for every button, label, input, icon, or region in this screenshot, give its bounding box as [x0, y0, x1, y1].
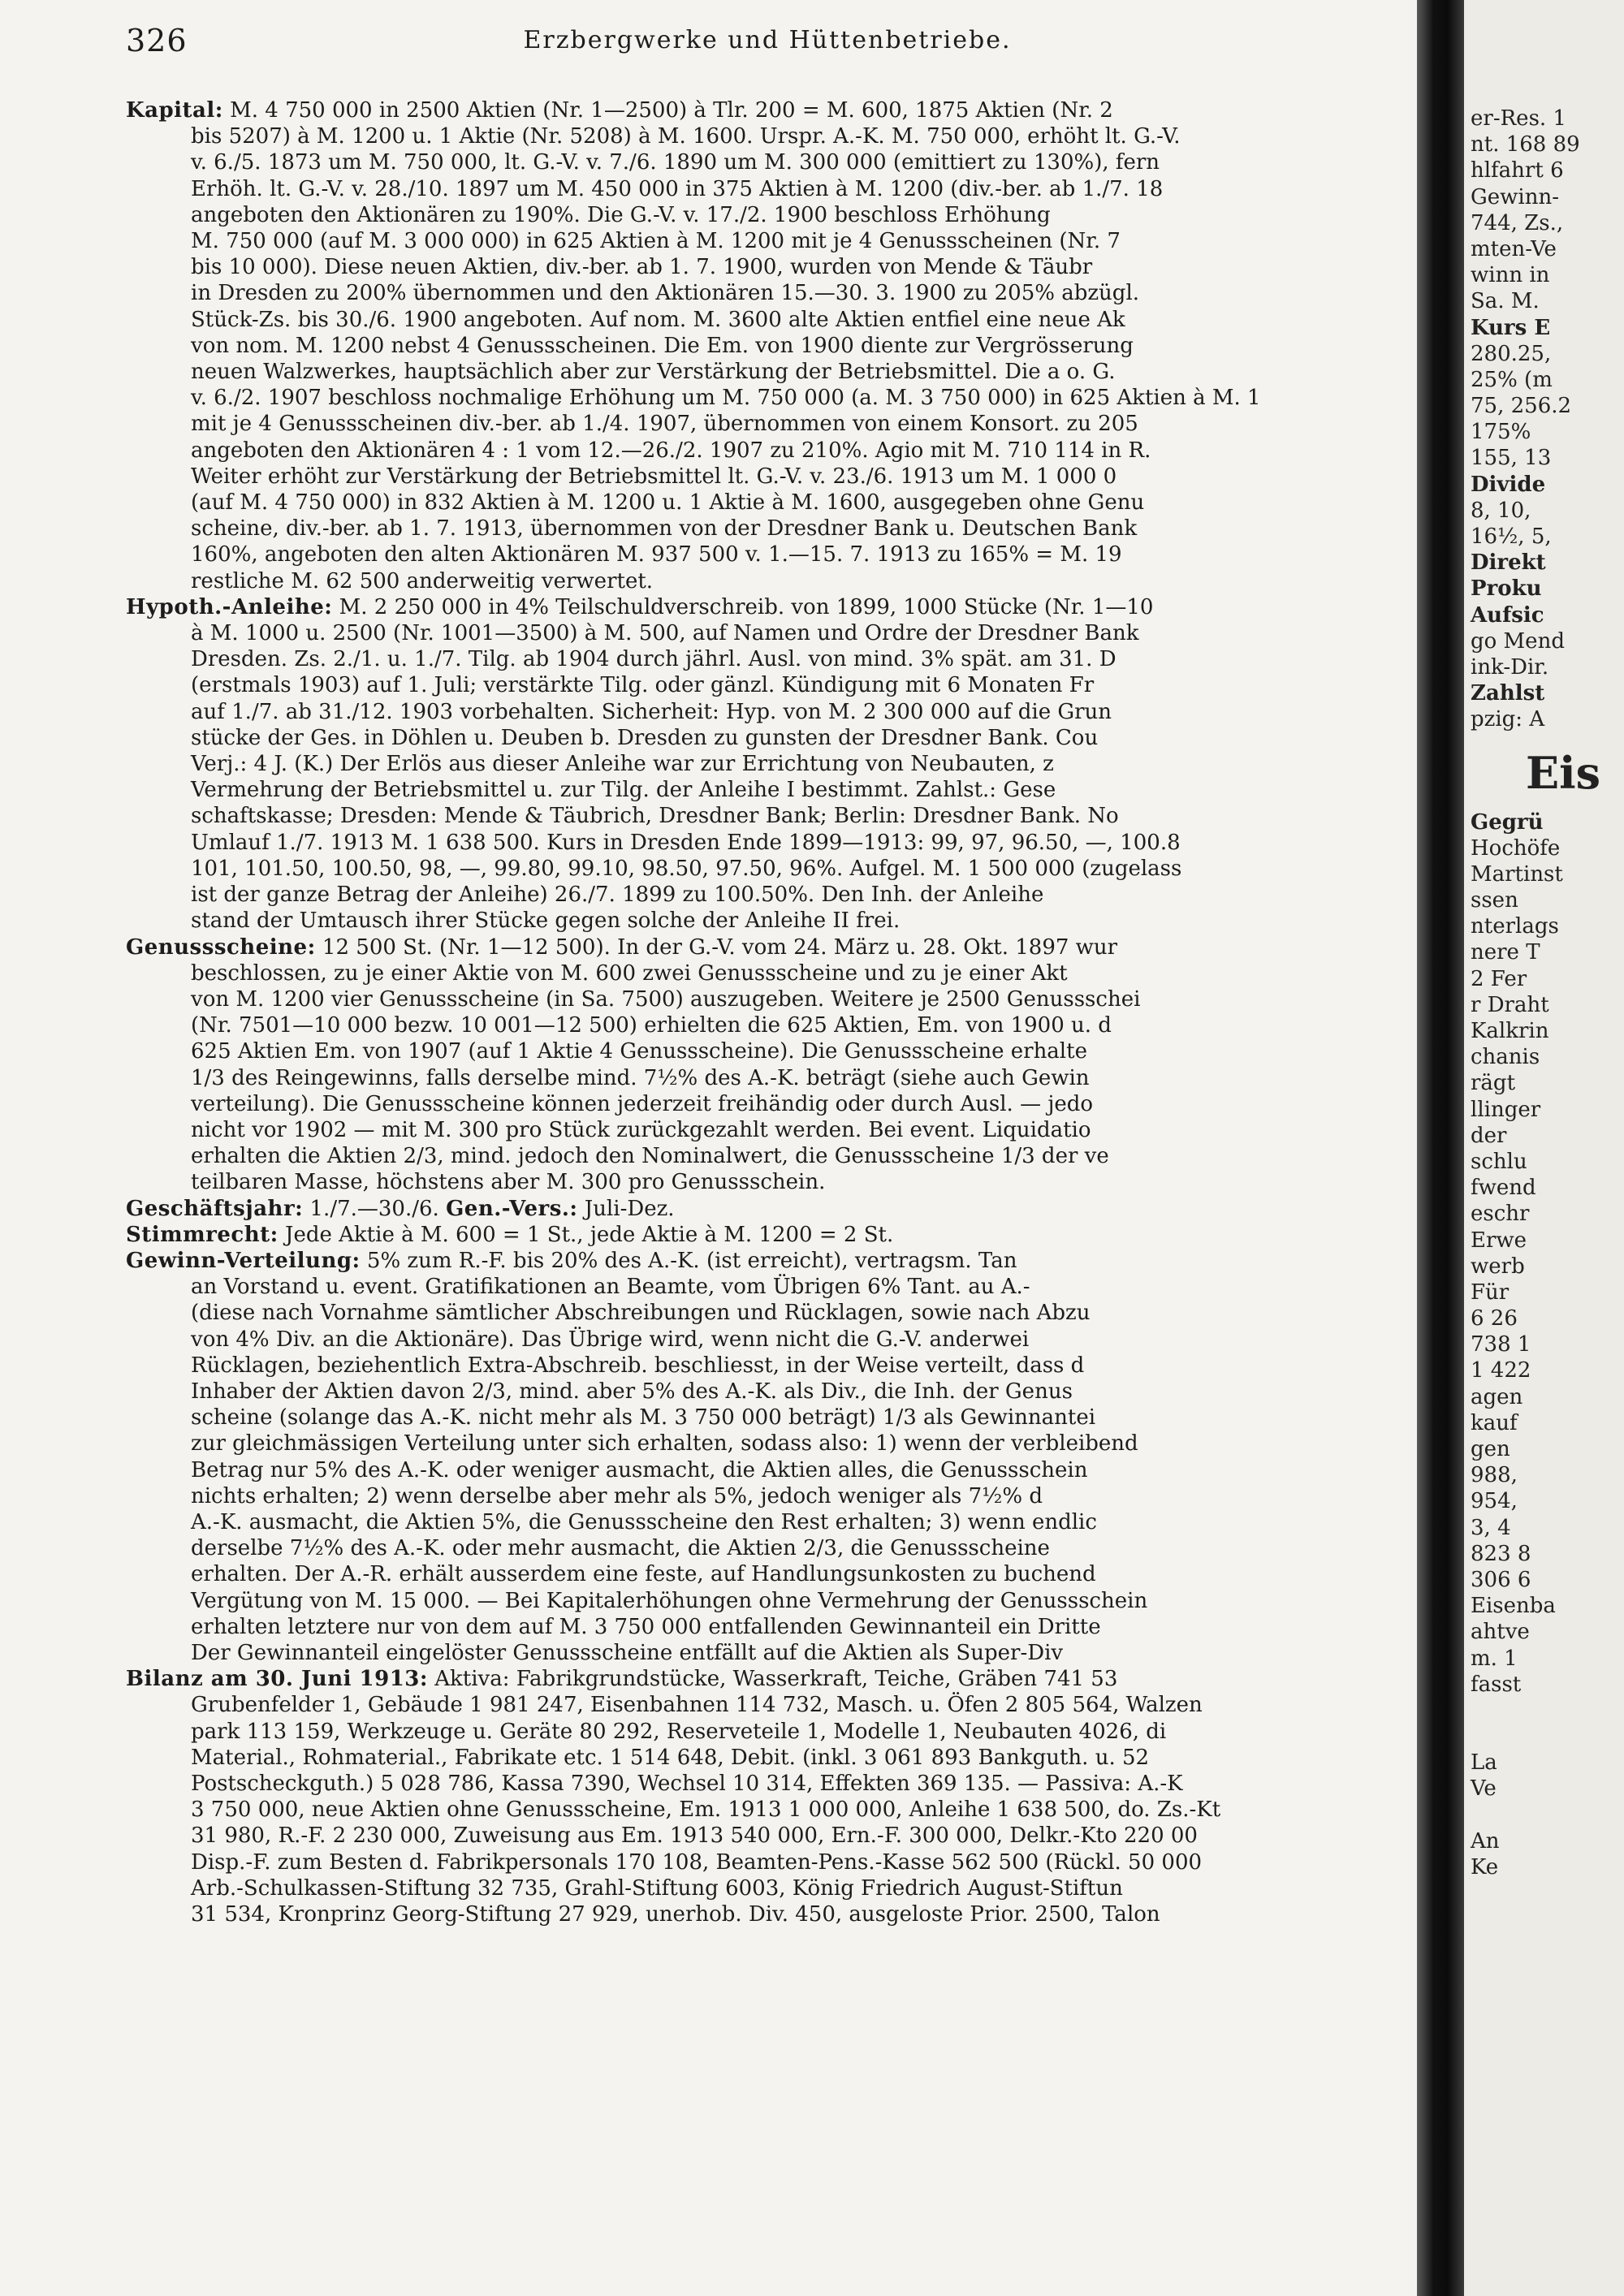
line-text: angeboten den Aktionären 4 : 1 vom 12.—26./2. 1907 zu 210%. Agio mit M. 710 114 in R. [191, 438, 1151, 463]
right-page-line: 280.25, [1471, 341, 1552, 366]
line-text: Rücklagen, beziehentlich Extra-Abschreib. beschliesst, in der Weise verteilt, dass d [191, 1353, 1085, 1378]
line-text: Weiter erhöht zur Verstärkung der Betriebsmittel lt. G.-V. v. 23./6. 1913 um M. 1 000 0 [191, 464, 1117, 489]
line-text: stücke der Ges. in Döhlen u. Deuben b. Dresden zu gunsten der Dresdner Bank. Cou [191, 725, 1099, 750]
paragraph [126, 1248, 1409, 1666]
right-page-line: Direkt [1471, 550, 1546, 576]
text-line [126, 1431, 1409, 1457]
line-text: restliche M. 62 500 anderweitig verwertet. [191, 568, 654, 593]
right-page-line: Eisenba [1471, 1594, 1556, 1619]
right-page-line: schlu [1471, 1149, 1527, 1174]
right-page-line [1471, 1802, 1624, 1828]
text-line [126, 1274, 1409, 1300]
line-text: Disp.-F. zum Besten d. Fabrikpersonals 170 108, Beamten-Pens.-Kasse 562 500 (Rückl. 50 000 [191, 1849, 1203, 1875]
right-page-line: llinger [1471, 1097, 1541, 1122]
right-page [1464, 0, 1624, 2296]
right-page-line: fwend [1471, 1176, 1536, 1201]
line-text: an Vorstand u. event. Gratifikationen an Beamte, vom Übrigen 6% Tant. au A.- [191, 1275, 1030, 1300]
line-text: Vergütung von M. 15 000. — Bei Kapitalerhöhungen ohne Vermehrung der Genussschein [191, 1588, 1148, 1613]
right-page-line: 155, 13 [1471, 446, 1552, 471]
text-line [126, 97, 1409, 123]
section-heading: Bilanz am 30. Juni 1913: [126, 1667, 428, 1692]
text-line [126, 1353, 1409, 1379]
line-text: (erstmals 1903) auf 1. Juli; verstärkte Tilg. oder gänzl. Kündigung mit 6 Monaten Fr [191, 673, 1095, 698]
right-page-line: rägt [1471, 1071, 1516, 1096]
line-text: teilbaren Masse, höchstens aber M. 300 pro Genussschein. [191, 1170, 826, 1195]
text-line [126, 568, 1409, 594]
right-page-line: 738 1 [1471, 1332, 1531, 1357]
text-line [126, 986, 1409, 1012]
right-page-line: Kalkrin [1471, 1019, 1549, 1043]
right-page-line: ssen [1471, 888, 1518, 913]
line-text: 1/3 des Reingewinns, falls derselbe mind. 7½% des A.-K. beträgt (siehe auch Gewin [191, 1065, 1090, 1090]
text-line [126, 1875, 1409, 1901]
text-line [126, 1901, 1409, 1927]
page-title: Erzbergwerke und Hüttenbetriebe. [523, 26, 1012, 54]
text-line [126, 307, 1409, 333]
text-line [126, 594, 1409, 620]
line-text: nicht vor 1902 — mit M. 300 pro Stück zurückgezahlt werden. Bei event. Liquidatio [191, 1117, 1091, 1142]
line-text: (diese nach Vornahme sämtlicher Abschreibungen und Rücklagen, sowie nach Abzu [191, 1301, 1091, 1326]
line-text: park 113 159, Werkzeuge u. Geräte 80 292, Reserveteile 1, Modelle 1, Neubauten 4026, di [191, 1719, 1167, 1744]
text-line [126, 149, 1409, 175]
line-text: derselbe 7½% des A.-K. oder mehr ausmacht, die Aktien 2/3, die Genussscheine [191, 1536, 1050, 1561]
right-page-line [1471, 1698, 1624, 1724]
text-line [126, 1248, 1409, 1274]
text-line [126, 882, 1409, 908]
text-line [126, 1588, 1409, 1614]
right-page-line: go Mend [1471, 628, 1565, 654]
line-text: 160%, angeboten den alten Aktionären M. 937 500 v. 1.—15. 7. 1913 zu 165% = M. 19 [191, 542, 1122, 568]
right-page-line: mten-Ve [1471, 236, 1557, 261]
text-line [126, 1169, 1409, 1195]
text-line [126, 856, 1409, 882]
right-page-line: nere T [1471, 940, 1540, 965]
line-text: (Nr. 7501—10 000 bezw. 10 001—12 500) erhielten die 625 Aktien, Em. von 1900 u. d [191, 1013, 1112, 1038]
line-text: Der Gewinnanteil eingelöster Genussscheine entfällt auf die Aktien als Super-Div [191, 1640, 1064, 1665]
line-text: stand der Umtausch ihrer Stücke gegen solche der Anleihe II frei. [191, 908, 901, 934]
right-page-line: eschr [1471, 1202, 1530, 1227]
right-page-line: 306 6 [1471, 1567, 1531, 1592]
text-line [126, 1483, 1409, 1509]
right-page-line [1471, 1724, 1624, 1750]
right-page-line: Gewinn- [1471, 184, 1560, 209]
text-line [126, 1797, 1409, 1823]
right-page-line: pzig: A [1471, 707, 1545, 732]
section-heading: Gewinn-Verteilung: [126, 1248, 361, 1273]
right-page-line: Martinst [1471, 861, 1563, 887]
line-text: Aktiva: Fabrikgrundstücke, Wasserkraft, Teiche, Gräben 741 53 [428, 1667, 1118, 1692]
line-text: v. 6./2. 1907 beschloss nochmalige Erhöhung um M. 750 000 (a. M. 3 750 000) in 625 Aktien à M. 1 [191, 386, 1261, 411]
right-page-line: 75, 256.2 [1471, 394, 1572, 419]
line-text: zur gleichmässigen Verteilung unter sich erhalten, sodass also: 1) wenn der verbleibend [191, 1431, 1138, 1457]
line-text: verteilung). Die Genussscheine können jederzeit freihändig oder durch Ausl. — jedo [191, 1091, 1094, 1116]
section-heading: Stimmrecht: [126, 1222, 279, 1247]
text-line [126, 542, 1409, 568]
right-page-line: nterlags [1471, 914, 1559, 939]
line-text: erhalten die Aktien 2/3, mind. jedoch den Nominalwert, die Genussscheine 1/3 der ve [191, 1144, 1109, 1169]
line-text: erhalten. Der A.-R. erhält ausserdem eine feste, auf Handlungsunkosten zu buchend [191, 1562, 1096, 1587]
right-page-line: Gegrü [1471, 809, 1544, 835]
text-line [126, 1222, 1409, 1248]
text-line [126, 1091, 1409, 1117]
text-line [126, 1849, 1409, 1875]
right-page-line: m. 1 [1471, 1646, 1518, 1671]
section-heading: Genussscheine: [126, 934, 316, 960]
text-line [126, 254, 1409, 280]
text-line [126, 1666, 1409, 1692]
text-line [126, 1327, 1409, 1353]
line-text: Grubenfelder 1, Gebäude 1 981 247, Eisenbahnen 114 732, Masch. u. Öfen 2 805 564, Walzen [191, 1693, 1203, 1718]
right-page-line: fasst [1471, 1672, 1522, 1697]
text-line [126, 751, 1409, 777]
line-text: in Dresden zu 200% übernommen und den Aktionären 15.—30. 3. 1900 zu 205% abzügl. [191, 281, 1140, 306]
text-line [126, 202, 1409, 228]
right-page-line: winn in [1471, 263, 1550, 288]
right-page-line: Kurs E [1471, 315, 1551, 340]
right-page-line: Proku [1471, 576, 1542, 602]
right-page-line: Sa. M. [1471, 289, 1540, 314]
section-heading: Geschäftsjahr: [126, 1196, 304, 1221]
text-line [126, 1692, 1409, 1718]
text-line [126, 830, 1409, 856]
right-page-line: 954, [1471, 1489, 1518, 1514]
line-text: Betrag nur 5% des A.-K. oder weniger ausmacht, die Aktien alles, die Genussschein [191, 1457, 1088, 1482]
line-text: bis 10 000). Diese neuen Aktien, div.-ber. ab 1. 7. 1900, wurden von Mende & Täubr [191, 255, 1093, 280]
right-page-line: Ke [1471, 1855, 1499, 1880]
line-text: Jede Aktie à M. 600 = 1 St., jede Aktie à M. 1200 = 2 St. [278, 1222, 894, 1247]
line-text: Dresden. Zs. 2./1. u. 1./7. Tilg. ab 1904 durch jährl. Ausl. von mind. 3% spät. am 31. D [191, 647, 1116, 672]
text-line [126, 803, 1409, 829]
line-text: von M. 1200 vier Genussscheine (in Sa. 7500) auszugeben. Weitere je 2500 Genussschei [191, 986, 1141, 1012]
line-text: à M. 1000 u. 2500 (Nr. 1001—3500) à M. 500, auf Namen und Ordre der Dresdner Bank [191, 621, 1139, 646]
line-text: Material., Rohmaterial., Fabrikate etc. 1 514 648, Debit. (inkl. 3 061 893 Bankguth. u. 52 [191, 1745, 1150, 1770]
text-line [126, 1065, 1409, 1091]
paragraph [126, 594, 1409, 934]
line-text: 3 750 000, neue Aktien ohne Genussscheine, Em. 1913 1 000 000, Anleihe 1 638 500, do. Zs.-Kt [191, 1798, 1221, 1823]
text-line [126, 620, 1409, 646]
paragraph [126, 934, 1409, 1196]
text-line [126, 1509, 1409, 1535]
line-text: nichts erhalten; 2) wenn derselbe aber mehr als 5%, jedoch weniger als 7½% d [191, 1483, 1043, 1508]
line-text: auf 1./7. ab 31./12. 1903 vorbehalten. Sicherheit: Hyp. von M. 2 300 000 auf die Grun [191, 699, 1112, 724]
text-line [126, 672, 1409, 698]
text-line [126, 228, 1409, 254]
line-text: von 4% Div. an die Aktionäre). Das Übrige wird, wenn nicht die G.-V. anderwei [191, 1327, 1030, 1352]
right-page-line: Hochöfe [1471, 835, 1561, 861]
paragraph [126, 1666, 1409, 1927]
text-line [126, 490, 1409, 516]
right-page-line: 823 8 [1471, 1541, 1531, 1566]
right-page-line: 1 422 [1471, 1358, 1531, 1383]
right-page-line: werb [1471, 1254, 1525, 1279]
line-text: bis 5207) à M. 1200 u. 1 Aktie (Nr. 5208) à M. 1600. Urspr. A.-K. M. 750 000, erhöht lt. G.-V. [191, 124, 1181, 149]
right-page-line: Aufsic [1471, 602, 1544, 628]
right-page-line: 3, 4 [1471, 1515, 1511, 1540]
right-page-line: er-Res. 1 [1471, 106, 1566, 131]
right-page-line: ink-Dir. [1471, 654, 1549, 680]
section-heading: Gen.-Vers.: [446, 1196, 578, 1221]
right-page-line: ahtve [1471, 1620, 1530, 1645]
right-page-line: 6 26 [1471, 1306, 1518, 1331]
right-page-line: hlfahrt 6 [1471, 158, 1564, 183]
text-line [126, 1535, 1409, 1561]
text-line [126, 1012, 1409, 1038]
book-gutter [1417, 0, 1464, 2296]
text-line [126, 699, 1409, 725]
text-line [126, 438, 1409, 464]
line-text: M. 750 000 (auf M. 3 000 000) in 625 Aktien à M. 1200 mit je 4 Genussscheinen (Nr. 7 [191, 229, 1121, 254]
text-line [126, 1457, 1409, 1483]
right-page-line: Zahlst [1471, 681, 1545, 706]
right-page-line: gen [1471, 1437, 1510, 1461]
line-text: ist der ganze Betrag der Anleihe) 26./7. 1899 zu 100.50%. Den Inh. der Anleihe [191, 883, 1044, 908]
text-line [126, 934, 1409, 960]
text-line [126, 1379, 1409, 1405]
text-line [126, 385, 1409, 411]
line-text: Arb.-Schulkassen-Stiftung 32 735, Grahl-Stiftung 6003, König Friedrich August-Stiftun [191, 1875, 1123, 1901]
line-text: A.-K. ausmacht, die Aktien 5%, die Genussscheine den Rest erhalten; 3) wenn endlic [191, 1509, 1097, 1534]
line-text: M. 4 750 000 in 2500 Aktien (Nr. 1—2500) à Tlr. 200 = M. 600, 1875 Aktien (Nr. 2 [222, 98, 1113, 123]
right-page-line: kauf [1471, 1410, 1518, 1435]
text-line [126, 1405, 1409, 1431]
line-text: angeboten den Aktionären zu 190%. Die G.-V. v. 17./2. 1900 beschloss Erhöhung [191, 202, 1051, 227]
text-line [126, 1823, 1409, 1849]
section-heading: Kapital: [126, 98, 223, 123]
line-text: v. 6./5. 1873 um M. 750 000, lt. G.-V. v. 7./6. 1890 um M. 300 000 (emittiert zu 130%), fern [191, 150, 1160, 175]
body-text [126, 97, 1409, 1927]
paragraph [126, 1222, 1409, 1248]
line-text: von nom. M. 1200 nebst 4 Genussscheinen. Die Em. von 1900 diente zur Vergrösserung [191, 333, 1134, 358]
section-heading: Hypoth.-Anleihe: [126, 594, 333, 619]
line-text: Inhaber der Aktien davon 2/3, mind. aber 5% des A.-K. als Div., die Inh. der Genus [191, 1379, 1073, 1404]
right-page-line: chanis [1471, 1045, 1540, 1070]
text-line [126, 1745, 1409, 1771]
text-line [126, 1038, 1409, 1064]
right-page-line: Erwe [1471, 1228, 1527, 1253]
text-line [126, 1196, 1409, 1222]
running-head [126, 23, 1409, 63]
line-text: 31 534, Kronprinz Georg-Stiftung 27 929, unerhob. Div. 450, ausgeloste Prior. 2500, Talon [191, 1902, 1160, 1927]
right-page-line: 8, 10, [1471, 498, 1531, 523]
line-text: 1./7.—30./6. [303, 1196, 447, 1221]
right-page-column [1471, 106, 1624, 1880]
text-line [126, 359, 1409, 385]
text-line [126, 908, 1409, 934]
line-text: scheine (solange das A.-K. nicht mehr als M. 3 750 000 beträgt) 1/3 als Gewinnantei [191, 1405, 1096, 1431]
line-text: (auf M. 4 750 000) in 832 Aktien à M. 1200 u. 1 Aktie à M. 1600, ausgegeben ohne Genu [191, 490, 1145, 516]
line-text: scheine, div.-ber. ab 1. 7. 1913, übernommen von der Dresdner Bank u. Deutschen Bank [191, 516, 1138, 542]
text-line [126, 280, 1409, 306]
line-text: 12 500 St. (Nr. 1—12 500). In der G.-V. vom 24. März u. 28. Okt. 1897 wur [315, 934, 1118, 960]
line-text: Erhöh. lt. G.-V. v. 28./10. 1897 um M. 450 000 in 375 Aktien à M. 1200 (div.-ber. ab 1./7. 18 [191, 176, 1164, 201]
line-text: M. 2 250 000 in 4% Teilschuldverschreib. von 1899, 1000 Stücke (Nr. 1—10 [332, 594, 1154, 619]
text-line [126, 123, 1409, 149]
right-page-line: 2 Fer [1471, 966, 1527, 991]
line-text: 101, 101.50, 100.50, 98, —, 99.80, 99.10, 98.50, 97.50, 96%. Aufgel. M. 1 500 000 (zugelass [191, 856, 1182, 881]
line-text: Juli-Dez. [577, 1196, 675, 1221]
line-text: schaftskasse; Dresden: Mende & Täubrich, Dresdner Bank; Berlin: Dresdner Bank. No [191, 804, 1119, 829]
line-text: Postscheckguth.) 5 028 786, Kassa 7390, Wechsel 10 314, Effekten 369 135. — Passiva: A.-K [191, 1772, 1183, 1796]
text-line [126, 1561, 1409, 1587]
text-line [126, 1117, 1409, 1143]
right-page-heading: Eis [1526, 746, 1601, 799]
line-text: Vermehrung der Betriebsmittel u. zur Tilg. der Anleihe I bestimmt. Zahlst.: Gese [191, 778, 1056, 803]
line-text: neuen Walzwerkes, hauptsächlich aber zur Verstärkung der Betriebsmittel. Die a o. G. [191, 360, 1116, 385]
line-text: Stück-Zs. bis 30./6. 1900 angeboten. Auf nom. M. 3600 alte Aktien entfiel eine neue Ak [191, 307, 1125, 332]
line-text: erhalten letztere nur von dem auf M. 3 750 000 entfallenden Gewinnanteil ein Dritte [191, 1614, 1101, 1639]
right-page-line: der [1471, 1123, 1507, 1148]
right-page-line: 988, [1471, 1463, 1518, 1488]
right-page-line: nt. 168 89 [1471, 132, 1580, 158]
text-line [126, 777, 1409, 803]
line-text: 625 Aktien Em. von 1907 (auf 1 Aktie 4 Genussscheine). Die Genussscheine erhalte [191, 1039, 1087, 1064]
text-line [126, 464, 1409, 490]
right-page-line: Für [1471, 1280, 1510, 1305]
right-page-line: 25% (m [1471, 367, 1553, 392]
text-line [126, 333, 1409, 359]
right-page-line: An [1471, 1828, 1500, 1854]
right-page-line: 175% [1471, 420, 1531, 445]
paragraph [126, 1196, 1409, 1222]
text-line [126, 411, 1409, 437]
right-page-line: 744, Zs., [1471, 210, 1564, 235]
text-line [126, 725, 1409, 751]
line-text: mit je 4 Genussscheinen div.-ber. ab 1./4. 1907, übernommen von einem Konsort. zu 205 [191, 412, 1138, 437]
right-page-line: r Draht [1471, 992, 1549, 1017]
right-page-line: Ve [1471, 1776, 1497, 1802]
text-line [126, 176, 1409, 202]
text-line [126, 1719, 1409, 1745]
page-number: 326 [126, 23, 188, 58]
line-text: 31 980, R.-F. 2 230 000, Zuweisung aus Em. 1913 540 000, Ern.-F. 300 000, Delkr.-Kto 220 00 [191, 1823, 1198, 1849]
line-text: Umlauf 1./7. 1913 M. 1 638 500. Kurs in Dresden Ende 1899—1913: 99, 97, 96.50, —, 100.8 [191, 830, 1181, 855]
line-text: Verj.: 4 J. (K.) Der Erlös aus dieser Anleihe war zur Errichtung von Neubauten, z [191, 752, 1054, 777]
right-page-line: Divide [1471, 472, 1546, 497]
line-text: 5% zum R.-F. bis 20% des A.-K. (ist erreicht), vertragsm. Tan [360, 1248, 1017, 1273]
text-line [126, 646, 1409, 672]
paragraph [126, 97, 1409, 594]
text-line [126, 960, 1409, 986]
line-text: beschlossen, zu je einer Aktie von M. 600 zwei Genussscheine und zu je einer Akt [191, 960, 1068, 986]
right-page-line: agen [1471, 1384, 1523, 1409]
text-line [126, 516, 1409, 542]
text-line [126, 1300, 1409, 1326]
text-line [126, 1614, 1409, 1640]
right-page-line: 16½, 5, [1471, 524, 1552, 549]
text-line [126, 1143, 1409, 1169]
right-page-line: La [1471, 1750, 1497, 1776]
text-line [126, 1771, 1409, 1797]
text-line [126, 1640, 1409, 1666]
